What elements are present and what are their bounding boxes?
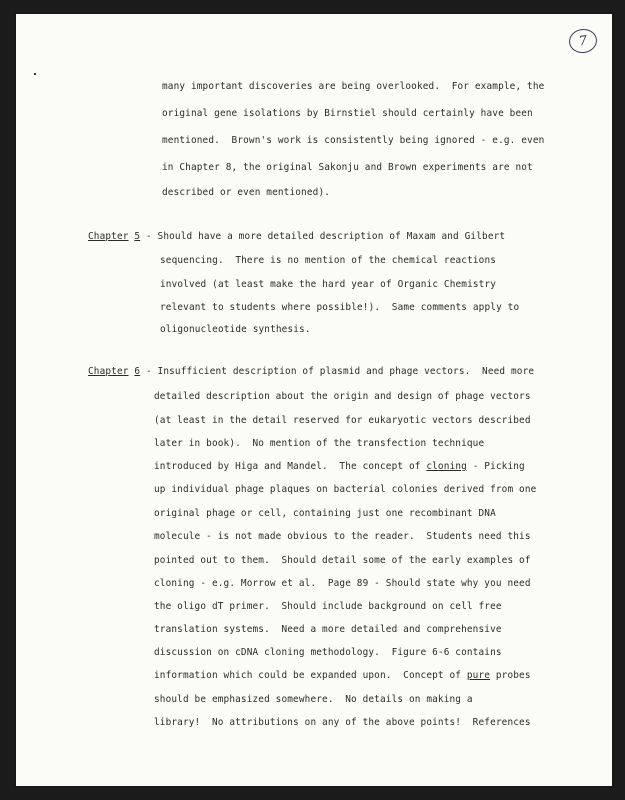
document-page: [16, 14, 612, 786]
margin-mark: [34, 73, 36, 75]
text-line: (at least in the detail reserved for eukaryotic vectors described: [154, 415, 531, 426]
text-line: [154, 670, 531, 681]
text-line: original phage or cell, containing just one recombinant DNA: [154, 508, 496, 519]
text-fragment: information which could be expanded upon. Concept of: [154, 670, 467, 681]
text-fragment: - Picking: [466, 461, 525, 472]
chapter-6-number: 6: [134, 366, 141, 377]
page-number: 7: [567, 27, 598, 55]
underlined-cloning: cloning: [426, 461, 467, 472]
text-line: original gene isolations by Birnstiel should certainly have been: [162, 108, 533, 119]
text-line: sequencing. There is no mention of the chemical reactions: [160, 255, 497, 266]
text-line: described or even mentioned).: [162, 187, 331, 198]
text-line: should be emphasized somewhere. No details on making a: [154, 694, 473, 705]
chapter-5-dash: -: [140, 231, 158, 242]
chapter-6-dash: -: [140, 366, 158, 377]
text-fragment: introduced by Higa and Mandel. The concept of: [154, 461, 427, 472]
chapter-6-first-line: Insufficient description of plasmid and phage vectors. Need more: [157, 366, 535, 377]
text-line: library! No attributions on any of the above points! References: [154, 717, 531, 728]
chapter-5-number: 5: [134, 231, 141, 242]
chapter-6-label: Chapter: [88, 366, 129, 377]
text-line: many important discoveries are being overlooked. For example, the: [162, 81, 545, 92]
chapter-5-first-line: Should have a more detailed description of Maxam and Gilbert: [157, 231, 506, 242]
text-line: pointed out to them. Should detail some of the early examples of: [154, 555, 531, 566]
text-line: up individual phage plaques on bacterial colonies derived from one: [154, 484, 537, 495]
text-line: the oligo dT primer. Should include background on cell free: [154, 601, 502, 612]
text-line: mentioned. Brown's work is consistently being ignored - e.g. even: [162, 135, 545, 146]
chapter-5-label: Chapter: [88, 231, 129, 242]
text-line: detailed description about the origin and design of phage vectors: [154, 391, 531, 402]
text-line: [154, 461, 525, 472]
text-line: discussion on cDNA cloning methodology. Figure 6-6 contains: [154, 647, 502, 658]
text-line: later in book). No mention of the transfection technique: [154, 438, 485, 449]
text-line: oligonucleotide synthesis.: [160, 324, 311, 335]
text-line: in Chapter 8, the original Sakonju and Brown experiments are not: [162, 162, 533, 173]
underlined-pure: pure: [466, 670, 491, 681]
text-line: involved (at least make the hard year of Organic Chemistry: [160, 279, 497, 290]
chapter-6-heading: [88, 366, 534, 377]
chapter-5-heading: [88, 231, 505, 242]
text-line: cloning - e.g. Morrow et al. Page 89 - Should state why you need: [154, 578, 531, 589]
text-line: relevant to students where possible!). Same comments apply to: [160, 302, 520, 313]
text-line: translation systems. Need a more detailed and comprehensive: [154, 624, 502, 635]
text-fragment: probes: [490, 670, 531, 681]
text-line: molecule - is not made obvious to the reader. Students need this: [154, 531, 531, 542]
